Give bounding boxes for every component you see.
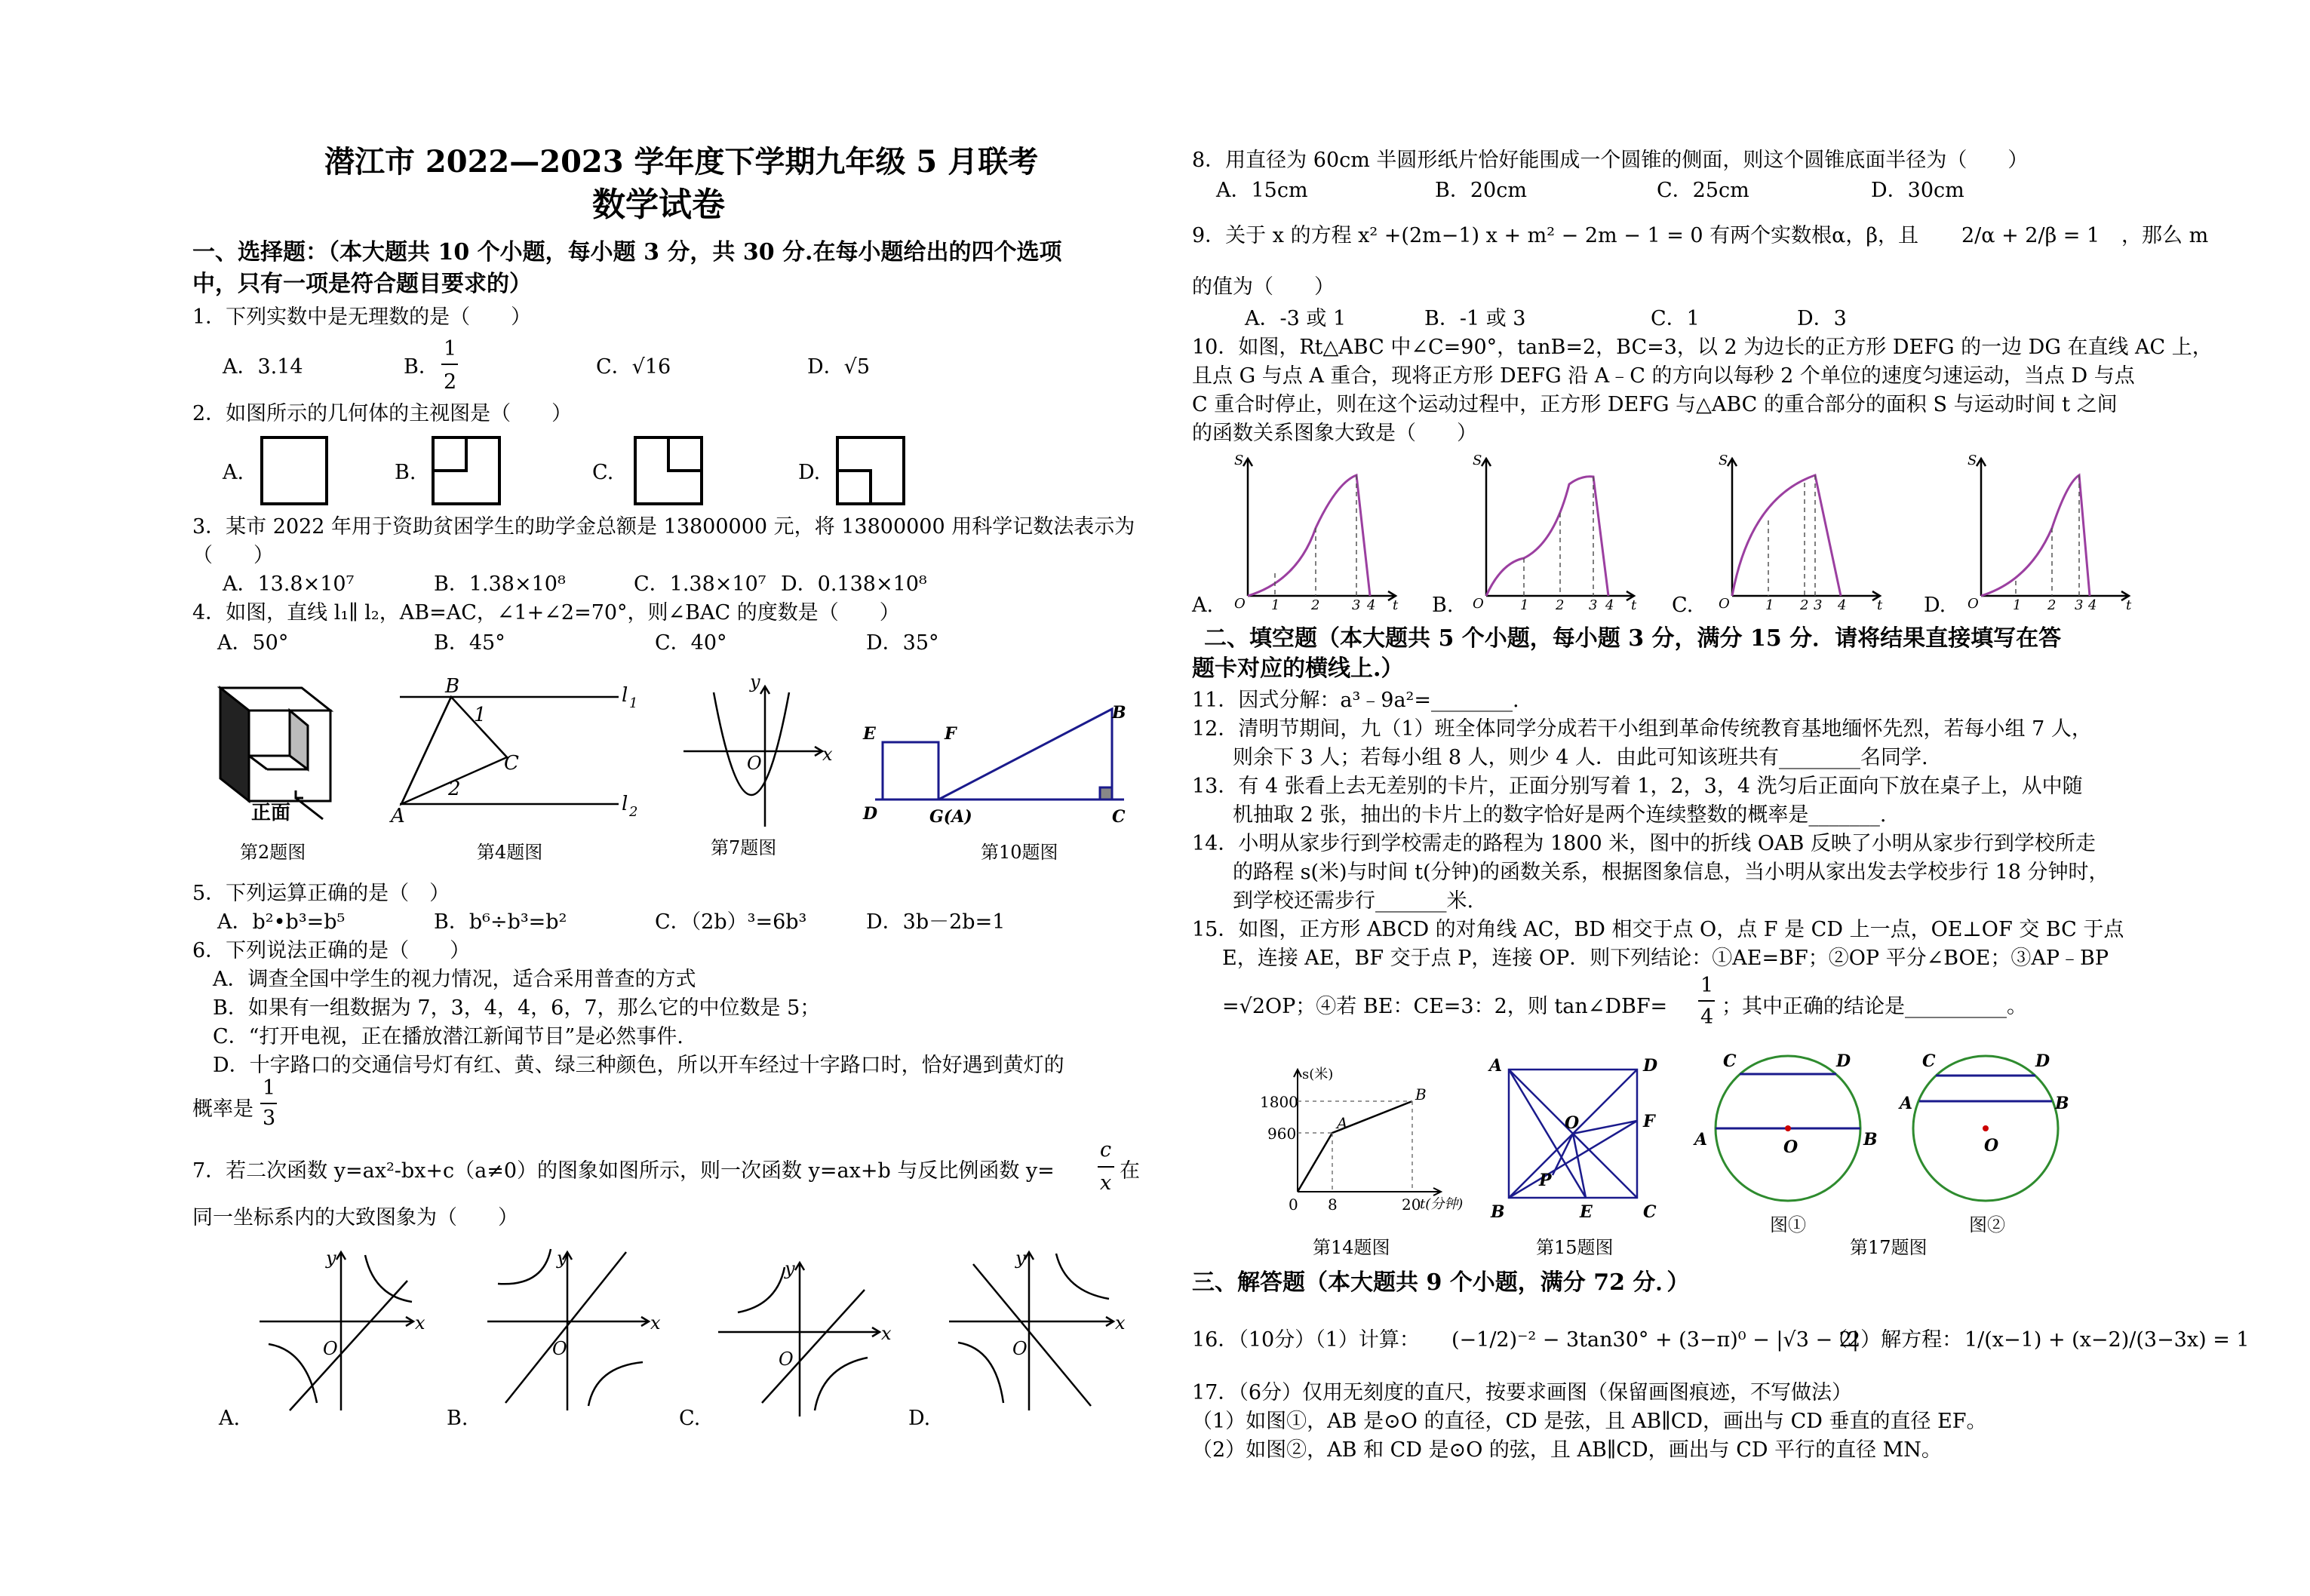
svg-text:B: B (1863, 1130, 1878, 1149)
fig-caption-17-1: 图① (1770, 1214, 1806, 1235)
q8-option-a: A．15cm (1216, 179, 1308, 202)
q14-line-3: 到学校还需步行_______米. (1233, 889, 1474, 913)
q10-option-a: A. (1192, 594, 1214, 617)
fig-caption-4: 第4题图 (477, 842, 543, 863)
q1-frac-den: 2 (444, 370, 457, 394)
q4-option-b: B．45° (434, 631, 505, 655)
svg-text:t: t (2126, 597, 2132, 613)
q16-mid: （2）解方程： (1827, 1328, 1963, 1352)
q14-line-1: 14．小明从家步行到学校需走的路程为 1800 米，图中的折线 OAB 反映了小明从家步行到学校所走 (1192, 832, 2096, 855)
svg-text:2: 2 (1311, 597, 1320, 613)
svg-text:B: B (1491, 1202, 1505, 1222)
svg-text:A: A (391, 805, 405, 827)
q1-frac-num: 1 (444, 337, 457, 361)
fig-caption-10: 第10题图 (981, 842, 1058, 863)
q15-line-2: E，连接 AE，BF 交于点 P，连接 OP．则下列结论：①AE=BF；②OP 平分∠BOE；③AP﹣BP (1222, 947, 2109, 970)
svg-text:2: 2 (448, 778, 461, 800)
q6-option-c: C．“打开电视，正在播放潜江新闻节目”是必然事件. (213, 1025, 683, 1048)
q12-line-2: 则余下 3 人；若每小组 8 人，则少 4 人．由此可知该班共有________名同学. (1233, 746, 1928, 769)
fig14-point-b: B (1415, 1085, 1427, 1103)
svg-text:D: D (2035, 1051, 2050, 1071)
q4-option-c: C．40° (655, 631, 727, 655)
q9-stem: 9．关于 x 的方程 x² +(2m−1) x + m² − 2m − 1 = 0 有两个实数根α，β，且 (1192, 224, 1919, 247)
fig2-front-label: 正面 (251, 802, 291, 824)
q15-frac-den: 4 (1700, 1005, 1714, 1029)
svg-text:1: 1 (2013, 597, 2022, 613)
q12-line-1: 12．清明节期间，九（1）班全体同学分成若干小组到革命传统教育基地缅怀先烈，若每小组 7 人， (1192, 717, 2092, 741)
svg-text:x: x (1115, 1312, 1126, 1334)
q7-frac-num: c (1100, 1138, 1112, 1162)
svg-text:D: D (863, 804, 878, 824)
svg-text:3: 3 (1352, 597, 1361, 613)
svg-text:y: y (557, 1248, 567, 1269)
svg-text:D: D (1643, 1056, 1658, 1076)
svg-text:4: 4 (1605, 597, 1614, 613)
svg-text:F: F (1643, 1112, 1655, 1131)
q5-stem: 5．下列运算正确的是（ ） (192, 882, 450, 905)
fig-caption-7: 第7题图 (711, 837, 777, 858)
q6-frac-num: 1 (263, 1076, 276, 1100)
q2-option-a: A. (223, 461, 244, 484)
svg-text:B: B (445, 675, 460, 698)
q16-prefix: 16．（10分）（1）计算： (1192, 1328, 1420, 1352)
fig-caption-15: 第15题图 (1536, 1237, 1614, 1258)
q6-option-a: A．调查全国中学生的视力情况，适合采用普查的方式 (213, 968, 696, 991)
svg-text:1: 1 (1271, 597, 1280, 613)
svg-text:C: C (1112, 807, 1126, 827)
svg-text:C: C (1922, 1051, 1936, 1071)
q15-frac-num: 1 (1700, 974, 1714, 997)
q2-option-d: D. (798, 461, 821, 484)
q3-stem-cont: （ ） (192, 544, 274, 567)
q3-stem: 3．某市 2022 年用于资助贫困学生的助学金总额是 13800000 元，将 13800000 用科学记数法表示为 (192, 515, 1135, 539)
svg-text:C: C (504, 752, 519, 775)
q10-line-3: C 重合时停止，则在这个运动过程中，正方形 DEFG 与△ABC 的重合部分的面积 S 与运动时间 t 之间 (1192, 393, 2118, 416)
q6-option-d-cont: 概率是 (192, 1097, 253, 1121)
svg-text:O: O (552, 1338, 567, 1359)
svg-text:A: A (1489, 1056, 1503, 1076)
q9-option-a: A．-3 或 1 (1245, 307, 1347, 330)
svg-text:x: x (650, 1312, 661, 1334)
svg-text:3: 3 (2075, 597, 2084, 613)
svg-text:S: S (1234, 453, 1244, 468)
svg-text:y: y (1015, 1248, 1026, 1269)
svg-text:2: 2 (1800, 597, 1809, 613)
svg-text:C: C (1723, 1051, 1737, 1071)
svg-text:F: F (945, 724, 957, 744)
svg-text:O: O (323, 1338, 338, 1359)
svg-text:y: y (785, 1258, 795, 1279)
q10-option-b: B. (1432, 594, 1454, 617)
q5-option-a: A．b²•b³=b⁵ (217, 910, 346, 934)
q9-frac-expr: 2/α + 2/β = 1 (1961, 224, 2100, 247)
svg-text:P: P (1539, 1171, 1552, 1190)
svg-text:x: x (822, 744, 833, 765)
svg-text:4: 4 (2088, 597, 2097, 613)
svg-text:x: x (881, 1323, 892, 1344)
section-3-heading: 三、解答题（本大题共 9 个小题，满分 72 分．） (1192, 1269, 1690, 1296)
q11-stem: 11．因式分解：a³﹣9a²=________. (1192, 689, 1519, 712)
svg-text:1: 1 (1520, 597, 1529, 613)
svg-text:O: O (1565, 1113, 1580, 1133)
q7-option-c: C. (679, 1407, 701, 1430)
q9-option-d: D．3 (1797, 307, 1847, 330)
q1-stem: 1．下列实数中是无理数的是（ ） (192, 305, 532, 329)
svg-text:O: O (1473, 596, 1484, 612)
svg-text:S: S (1719, 453, 1728, 468)
q1-option-b: B． (404, 355, 439, 379)
svg-text:G(A): G(A) (929, 807, 972, 827)
q15-line-1: 15．如图，正方形 ABCD 的对角线 AC，BD 相交于点 O，点 F 是 CD 上一点，OE⊥OF 交 BC 于点 (1192, 918, 2124, 941)
fig14-y1800: 1800 (1260, 1093, 1298, 1111)
svg-text:B: B (1112, 703, 1126, 723)
q10-line-4: 的函数关系图象大致是（ ） (1192, 422, 1477, 445)
svg-text:O: O (1719, 596, 1730, 612)
svg-text:C: C (1643, 1202, 1657, 1222)
q10-line-2: 且点 G 与点 A 重合，现将正方形 DEFG 沿 A﹣C 的方向以每秒 2 个单位的速度匀速运动，当点 D 与点 (1192, 364, 2135, 388)
q9-option-b: B．-1 或 3 (1424, 307, 1526, 330)
svg-text:O: O (779, 1349, 794, 1370)
q10-option-d: D. (1924, 594, 1946, 617)
svg-text:2: 2 (629, 804, 638, 820)
svg-text:O: O (1012, 1338, 1028, 1359)
fig-caption-14: 第14题图 (1313, 1237, 1390, 1258)
fig-caption-17: 第17题图 (1850, 1237, 1928, 1258)
svg-text:1: 1 (474, 704, 487, 726)
q15-line-3: =√2OP；④若 BE：CE=3：2，则 tan∠DBF= (1222, 995, 1668, 1018)
q7-stem-tail: 在 (1120, 1159, 1140, 1183)
svg-text:3: 3 (1814, 597, 1823, 613)
svg-text:1: 1 (1765, 597, 1774, 613)
svg-text:O: O (1783, 1137, 1799, 1157)
svg-text:S: S (1473, 453, 1482, 468)
q16-equation: 1/(x−1) + (x−2)/(3−3x) = 1 (1964, 1328, 2250, 1352)
fig14-xlabel: t(分钟) (1420, 1196, 1464, 1212)
q10-line-1: 10．如图，Rt△ABC 中∠C=90°，tanB=2，BC=3，以 2 为边长的正方形 DEFG 的一边 DG 在直线 AC 上， (1192, 336, 2213, 359)
fig-caption-17-2: 图② (1969, 1214, 2005, 1235)
q8-stem: 8．用直径为 60cm 半圆形纸片恰好能围成一个圆锥的侧面，则这个圆锥底面半径为（ ） (1192, 149, 2029, 172)
svg-text:A: A (1694, 1130, 1708, 1149)
svg-text:l: l (622, 793, 628, 815)
q2-option-c: C. (592, 461, 614, 484)
q8-option-c: C．25cm (1657, 179, 1749, 202)
q1-option-a: A．3.14 (223, 355, 303, 379)
q14-line-2: 的路程 s(米)与时间 t(分钟)的函数关系，根据图象信息，当小明从家出发去学校步行 18 分钟时， (1233, 861, 2109, 884)
q7-stem-cont: 同一坐标系内的大致图象为（ ） (192, 1206, 518, 1229)
svg-text:4: 4 (1367, 597, 1376, 613)
section-1-heading: 一、选择题：（本大题共 10 个小题，每小题 3 分，共 30 分.在每小题给出的四个选项 (192, 239, 1062, 265)
svg-text:t: t (1631, 597, 1637, 613)
svg-text:3: 3 (1589, 597, 1598, 613)
q3-option-c: C．1.38×10⁷ (634, 572, 766, 596)
q4-option-d: D．35° (866, 631, 939, 655)
fig14-y960: 960 (1267, 1125, 1297, 1143)
svg-text:x: x (415, 1312, 425, 1334)
svg-text:O: O (1984, 1136, 1999, 1156)
svg-text:O: O (1234, 596, 1246, 612)
q2-option-b: B. (395, 461, 416, 484)
q4-stem: 4．如图，直线 l₁∥ l₂，AB=AC，∠1+∠2=70°，则∠BAC 的度数是（ ） (192, 601, 900, 625)
exam-title: 潜江市 2022—2023 学年度下学期九年级 5 月联考 (324, 144, 1039, 180)
svg-text:y: y (326, 1248, 336, 1269)
section-1-heading-cont: 中，只有一项是符合题目要求的） (192, 271, 532, 297)
q3-option-a: A．13.8×10⁷ (223, 572, 355, 596)
q1-option-d: D．√5 (807, 355, 871, 379)
q17-part-1: （1）如图①，AB 是⊙O 的直径，CD 是弦，且 AB∥CD，画出与 CD 垂直的直径 EF。 (1192, 1410, 1987, 1433)
svg-text:y: y (750, 671, 760, 692)
fig-caption-2: 第2题图 (240, 842, 306, 863)
svg-text:1: 1 (629, 695, 638, 711)
q6-option-b: B．如果有一组数据为 7，3，4，4，6，7，那么它的中位数是 5； (213, 996, 821, 1020)
q7-option-d: D. (908, 1407, 931, 1430)
q7-option-a: A. (219, 1407, 241, 1430)
section-2-heading-cont: 题卡对应的横线上.） (1192, 655, 1404, 682)
q3-option-d: D．0.138×10⁸ (781, 572, 927, 596)
q6-frac-den: 3 (263, 1106, 276, 1130)
exam-subtitle: 数学试卷 (592, 186, 725, 224)
q8-option-d: D．30cm (1871, 179, 1964, 202)
svg-text:O: O (747, 753, 762, 774)
svg-text:B: B (2055, 1094, 2069, 1113)
fig14-origin: 0 (1289, 1195, 1298, 1214)
q8-option-b: B．20cm (1435, 179, 1527, 202)
q17-stem: 17．（6分）仅用无刻度的直尺，按要求画图（保留画图痕迹，不写做法） (1192, 1381, 1853, 1404)
fig14-x20: 20 (1402, 1195, 1421, 1214)
q15-line-3-tail: ；其中正确的结论是__________。 (1722, 995, 2027, 1018)
q7-stem: 7．若二次函数 y=ax²-bx+c（a≠0）的图象如图所示，则一次函数 y=ax+b 与反比例函数 y= (192, 1159, 1055, 1183)
svg-text:E: E (1580, 1202, 1593, 1222)
q5-option-d: D．3b－2b=1 (866, 910, 1006, 934)
q7-option-b: B. (447, 1407, 468, 1430)
fig14-ylabel: s(米) (1302, 1067, 1334, 1082)
svg-text:4: 4 (1838, 597, 1847, 613)
q5-option-c: C．（2b）³=6b³ (655, 910, 807, 934)
q2-stem: 2．如图所示的几何体的主视图是（ ） (192, 402, 573, 425)
q7-frac-den: x (1100, 1171, 1112, 1195)
section-2-heading: 二、填空题（本大题共 5 个小题，每小题 3 分，满分 15 分．请将结果直接填写在答 (1204, 625, 2062, 652)
q6-option-d: D．十字路口的交通信号灯有红、黄、绿三种颜色，所以开车经过十字路口时，恰好遇到黄灯的 (213, 1054, 1064, 1077)
svg-text:t: t (1393, 597, 1399, 613)
q4-option-a: A．50° (217, 631, 289, 655)
q17-part-2: （2）如图②，AB 和 CD 是⊙O 的弦，且 AB∥CD，画出与 CD 平行的直径 MN。 (1192, 1438, 1942, 1462)
q6-stem: 6．下列说法正确的是（ ） (192, 939, 471, 962)
svg-text:t: t (1877, 597, 1883, 613)
q9-option-c: C．1 (1651, 307, 1700, 330)
svg-text:2: 2 (1556, 597, 1565, 613)
q13-line-1: 13．有 4 张看上去无差别的卡片，正面分别写着 1，2，3，4 洗匀后正面向下放在桌子上，从中随 (1192, 775, 2083, 798)
svg-text:l: l (622, 684, 628, 707)
fig14-x8: 8 (1328, 1195, 1338, 1214)
q5-option-b: B．b⁶÷b³=b² (434, 910, 567, 934)
svg-text:O: O (1967, 596, 1979, 612)
q1-option-c: C．√16 (596, 355, 671, 379)
q10-option-c: C. (1672, 594, 1694, 617)
svg-text:2: 2 (2047, 597, 2057, 613)
fig14-point-a: A (1337, 1114, 1348, 1132)
svg-text:E: E (863, 724, 876, 744)
q16-calc-expr: (−1/2)⁻² − 3tan30° + (3−π)⁰ − |√3 − 2| (1451, 1328, 1859, 1352)
q3-option-b: B．1.38×10⁸ (434, 572, 566, 596)
q13-line-2: 机抽取 2 张，抽出的卡片上的数字恰好是两个连续整数的概率是_______. (1233, 803, 1887, 827)
q9-stem-tail: ，那么 m (2121, 224, 2209, 247)
svg-text:A: A (1900, 1094, 1913, 1113)
svg-text:S: S (1967, 453, 1977, 468)
q9-stem-cont: 的值为（ ） (1192, 275, 1335, 299)
svg-text:D: D (1836, 1051, 1851, 1071)
